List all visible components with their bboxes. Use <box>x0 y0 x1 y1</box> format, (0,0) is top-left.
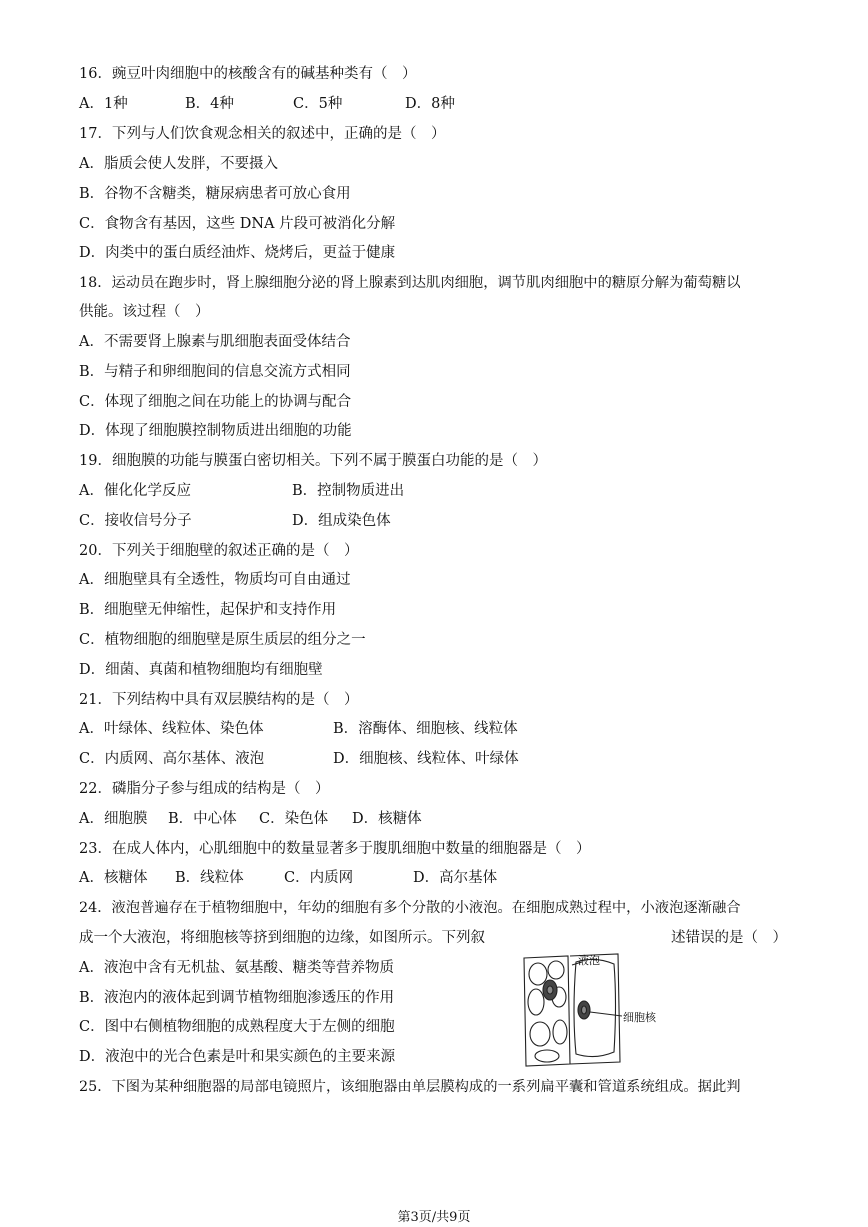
q16-option-b: B．4种 <box>185 96 234 112</box>
q17-option-c: C．食物含有基因，这些 DNA 片段可被消化分解 <box>79 216 396 232</box>
q16-option-a: A．1种 <box>79 96 128 112</box>
q22-option-b: B．中心体 <box>168 811 237 827</box>
q17-option-d: D．肉类中的蛋白质经油炸、烧烤后，更益于健康 <box>79 245 396 261</box>
q18-stem-line1: 18．运动员在跑步时，肾上腺细胞分泌的肾上腺素到达肌肉细胞，调节肌肉细胞中的糖原分解为葡萄糖以 <box>79 275 741 291</box>
nucleus-label: 细胞核 <box>623 1011 656 1024</box>
q24-option-a: A．液泡中含有无机盐、氨基酸、糖类等营养物质 <box>79 960 394 976</box>
q24-stem-line2-right: 述错误的是（ ） <box>671 930 787 946</box>
q21-option-b: B．溶酶体、细胞核、线粒体 <box>333 721 518 737</box>
q23-option-a: A．核糖体 <box>79 870 148 886</box>
q21-option-d: D．细胞核、线粒体、叶绿体 <box>333 751 519 767</box>
q23-option-d: D．高尔基体 <box>413 870 498 886</box>
page-number: 第3页/共9页 <box>397 1210 471 1225</box>
q23-option-c: C．内质网 <box>284 870 354 886</box>
q24-stem-line1: 24．液泡普遍存在于植物细胞中，年幼的细胞有多个分散的小液泡。在细胞成熟过程中，小液泡逐渐融合 <box>79 900 741 916</box>
q23-stem: 23．在成人体内，心肌细胞中的数量显著多于腹肌细胞中数量的细胞器是（ ） <box>79 841 591 857</box>
q24-option-b: B．液泡内的液体起到调节植物细胞渗透压的作用 <box>79 990 395 1006</box>
vacuole-label: 液泡 <box>578 954 600 967</box>
plant-cell-drawing <box>520 952 670 1070</box>
q19-option-a: A．催化化学反应 <box>79 483 191 499</box>
q21-option-c: C．内质网、高尔基体、液泡 <box>79 751 265 767</box>
q16-option-c: C．5种 <box>293 96 343 112</box>
q20-stem: 20．下列关于细胞壁的叙述正确的是（ ） <box>79 543 359 559</box>
q18-stem-line2: 供能。该过程（ ） <box>79 304 210 320</box>
q20-option-d: D．细菌、真菌和植物细胞均有细胞壁 <box>79 662 323 678</box>
q16-option-d: D．8种 <box>405 96 455 112</box>
q25-stem-line1: 25．下图为某种细胞器的局部电镜照片，该细胞器由单层膜构成的一系列扁平囊和管道系统组成。据此判 <box>79 1079 741 1095</box>
q18-option-c: C．体现了细胞之间在功能上的协调与配合 <box>79 394 352 410</box>
q19-option-d: D．组成染色体 <box>292 513 391 529</box>
q21-option-a: A．叶绿体、线粒体、染色体 <box>79 721 264 737</box>
q20-option-b: B．细胞壁无伸缩性，起保护和支持作用 <box>79 602 337 618</box>
q16-stem: 16．豌豆叶肉细胞中的核酸含有的碱基种类有（ ） <box>79 66 417 82</box>
q21-stem: 21．下列结构中具有双层膜结构的是（ ） <box>79 692 359 708</box>
q18-option-a: A．不需要肾上腺素与肌细胞表面受体结合 <box>79 334 351 350</box>
plant-cell-figure <box>520 952 670 1070</box>
q17-option-a: A．脂质会使人发胖，不要摄入 <box>79 156 278 172</box>
q19-stem: 19．细胞膜的功能与膜蛋白密切相关。下列不属于膜蛋白功能的是（ ） <box>79 453 547 469</box>
q17-stem: 17．下列与人们饮食观念相关的叙述中，正确的是（ ） <box>79 126 446 142</box>
q19-option-b: B．控制物质进出 <box>292 483 405 499</box>
q19-option-c: C．接收信号分子 <box>79 513 192 529</box>
q18-option-d: D．体现了细胞膜控制物质进出细胞的功能 <box>79 423 352 439</box>
q24-option-d: D．液泡中的光合色素是叶和果实颜色的主要来源 <box>79 1049 396 1065</box>
q22-option-a: A．细胞膜 <box>79 811 148 827</box>
q22-option-c: C．染色体 <box>259 811 329 827</box>
q18-option-b: B．与精子和卵细胞间的信息交流方式相同 <box>79 364 351 380</box>
q24-option-c: C．图中右侧植物细胞的成熟程度大于左侧的细胞 <box>79 1019 395 1035</box>
q22-option-d: D．核糖体 <box>352 811 422 827</box>
q22-stem: 22．磷脂分子参与组成的结构是（ ） <box>79 781 330 797</box>
q20-option-c: C．植物细胞的细胞壁是原生质层的组分之一 <box>79 632 366 648</box>
q23-option-b: B．线粒体 <box>175 870 244 886</box>
q20-option-a: A．细胞壁具有全透性，物质均可自由通过 <box>79 572 351 588</box>
q24-stem-line2-left: 成一个大液泡，将细胞核等挤到细胞的边缘，如图所示。下列叙 <box>79 930 485 946</box>
q17-option-b: B．谷物不含糖类，糖尿病患者可放心食用 <box>79 186 351 202</box>
